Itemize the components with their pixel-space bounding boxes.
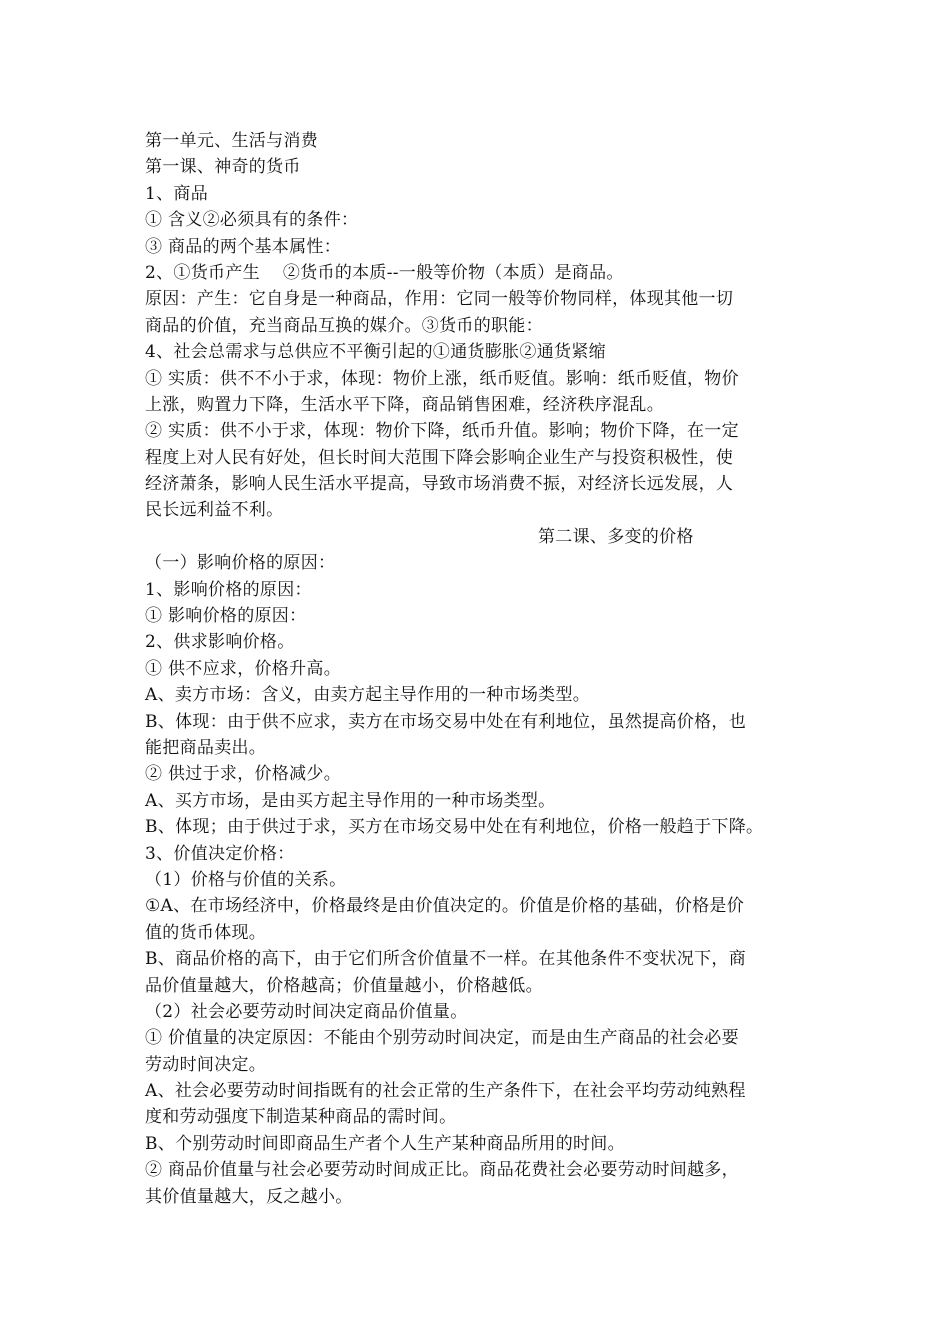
text-line: A、卖方市场：含义，由卖方起主导作用的一种市场类型。 — [145, 685, 591, 706]
text-line: 品价值量越大，价格越高；价值量越小，价格越低。 — [145, 975, 543, 996]
lesson-title: 第一课、神奇的货币 — [145, 157, 301, 178]
section-heading: （1）价格与价值的关系。 — [145, 869, 347, 890]
text-line: ① 含义②必须具有的条件： — [145, 210, 359, 231]
section-heading: （一）影响价格的原因： — [145, 553, 336, 574]
section-heading: （2）社会必要劳动时间决定商品价值量。 — [145, 1001, 468, 1022]
text-line: 4、社会总需求与总供应不平衡引起的①通货膨胀②通货紧缩 — [145, 342, 606, 363]
text-line: 值的货币体现。 — [145, 922, 267, 943]
text-line: ① 供不应求，价格升高。 — [145, 658, 342, 679]
lesson-title: 第二课、多变的价格 — [538, 526, 694, 547]
text-line: ② 供过于求，价格减少。 — [145, 764, 342, 785]
text-line: ② 实质：供不小于求，体现：物价下降，纸币升值。影响；物价下降，在一定 — [145, 421, 739, 442]
text-line: 能把商品卖出。 — [145, 737, 267, 758]
text-line: ③ 商品的两个基本属性： — [145, 236, 342, 257]
text-line: 程度上对人民有好处，但长时间大范围下降会影响企业生产与投资积极性，使 — [145, 447, 734, 468]
text-line: 1、影响价格的原因： — [145, 579, 312, 600]
text-line: 其价值量越大，反之越小。 — [145, 1186, 353, 1207]
text-line: 上涨，购置力下降，生活水平下降，商品销售困难，经济秩序混乱。 — [145, 394, 664, 415]
text-line: 度和劳动强度下制造某种商品的需时间。 — [145, 1107, 457, 1128]
text-line: 原因：产生：它自身是一种商品，作用：它同一般等价物同样，体现其他一切 — [145, 289, 734, 310]
text-line: B、体现：由于供不应求，卖方在市场交易中处在有利地位，虽然提高价格，也 — [145, 711, 746, 732]
text-line: B、个别劳动时间即商品生产者个人生产某种商品所用的时间。 — [145, 1133, 625, 1154]
text-line: B、商品价格的高下，由于它们所含价值量不一样。在其他条件不变状况下，商 — [145, 949, 746, 970]
text-line: A、买方市场，是由买方起主导作用的一种市场类型。 — [145, 790, 556, 811]
text-line: 劳动时间决定。 — [145, 1054, 267, 1075]
text-line: A、社会必要劳动时间指既有的社会正常的生产条件下，在社会平均劳动纯熟程 — [145, 1081, 746, 1102]
text-line: 2、①货币产生 ②货币的本质--一般等价物（本质）是商品。 — [145, 262, 624, 283]
text-line: 经济萧条，影响人民生活水平提高，导致市场消费不振，对经济长远发展，人 — [145, 474, 734, 495]
text-line: B、体现；由于供过于求，买方在市场交易中处在有利地位，价格一般趋于下降。 — [145, 817, 764, 838]
text-line: 民长远利益不利。 — [145, 500, 284, 521]
text-line: ① 实质：供不不小于求，体现：物价上涨，纸币贬值。影响：纸币贬值，物价 — [145, 368, 739, 389]
text-line: ① 价值量的决定原因：不能由个别劳动时间决定，而是由生产商品的社会必要 — [145, 1028, 739, 1049]
document-body — [145, 128, 825, 1210]
text-line: ② 商品价值量与社会必要劳动时间成正比。商品花费社会必要劳动时间越多， — [145, 1160, 739, 1181]
text-line: 3、价值决定价格： — [145, 843, 295, 864]
text-line: 1、商品 — [145, 183, 209, 204]
text-line: ① 影响价格的原因： — [145, 606, 307, 627]
unit-title: 第一单元、生活与消费 — [145, 131, 318, 151]
text-line: 商品的价值，充当商品互换的媒介。③货币的职能： — [145, 315, 543, 336]
text-line: ①A、在市场经济中，价格最终是由价值决定的。价值是价格的基础，价格是价 — [145, 896, 745, 917]
text-line: 2、供求影响价格。 — [145, 632, 295, 653]
